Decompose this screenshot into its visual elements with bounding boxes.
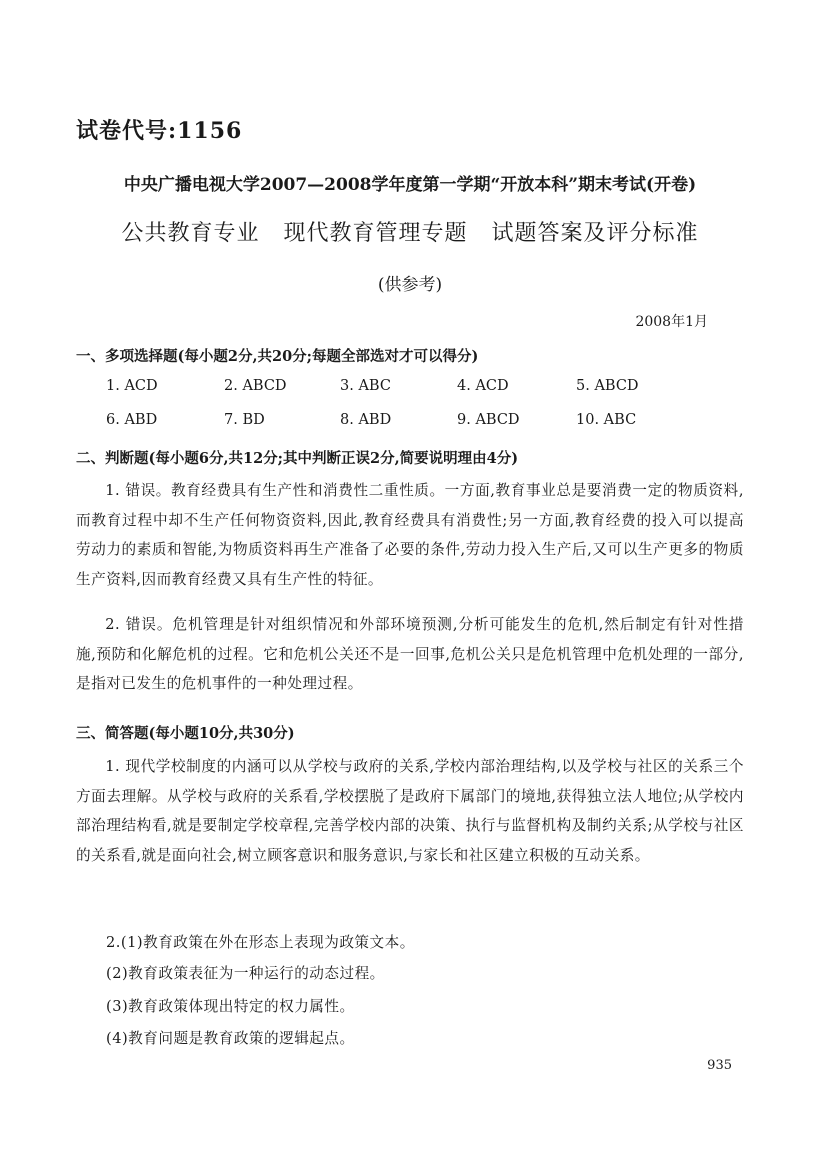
subject-title: 公共教育专业 现代教育管理专题 试题答案及评分标准	[121, 221, 699, 246]
answer-item: 4. ACD	[457, 378, 509, 394]
section-3-item: (2)教育政策表征为一种运行的动态过程。	[106, 965, 385, 982]
answer-item: 2. ABCD	[224, 378, 287, 394]
answer-item: 1. ACD	[106, 378, 158, 394]
section-3-paragraph-1: 1. 现代学校制度的内涵可以从学校与政府的关系,学校内部治理结构,以及学校与社区的关系三个方面去理解。从学校与政府的关系看,学校摆脱了是政府下属部门的境地,获得独立法人地位;从学校内部治理结构看,就是要制定学校章程,完善学校内部的决策、执行与监督机构及制约关系;从学校与社区的关系看,就是面向社会,树立顾客意识和服务意识,与家长和社区建立积极的互动关系。	[76, 758, 744, 864]
answer-item: 7. BD	[224, 412, 265, 428]
answer-item: 9. ABCD	[457, 412, 520, 428]
answer-item: 3. ABC	[340, 378, 391, 394]
answer-item: 10. ABC	[576, 412, 637, 428]
answer-item: 5. ABCD	[576, 378, 639, 394]
section-3-heading: 三、简答题(每小题10分,共30分)	[76, 725, 295, 742]
section-3-item: 2.(1)教育政策在外在形态上表现为政策文本。	[106, 934, 415, 951]
answer-item: 8. ABD	[340, 412, 392, 428]
section-2-heading: 二、判断题(每小题6分,共12分;其中判断正误2分,简要说明理由4分)	[76, 450, 519, 467]
section-1-heading: 一、多项选择题(每小题2分,共20分;每题全部选对才可以得分)	[76, 348, 479, 365]
exam-title: 中央广播电视大学2007—2008学年度第一学期“开放本科”期末考试(开卷)	[123, 175, 697, 195]
section-2-paragraph-1: 1. 错误。教育经费具有生产性和消费性二重性质。一方面,教育事业总是要消费一定的物质资料,而教育过程中却不生产任何物资资料,因此,教育经费具有消费性;另一方面,教育经费的投入可以提高劳动力的素质和智能,为物质资料再生产准备了必要的条件,劳动力投入生产后,又可以生产更多的物质生产资料,因而教育经费又具有生产性的特征。	[76, 482, 744, 588]
exam-date: 2008年1月	[635, 314, 708, 330]
section-3-item: (3)教育政策体现出特定的权力属性。	[106, 998, 355, 1015]
section-2-paragraph-2: 2. 错误。危机管理是针对组织情况和外部环境预测,分析可能发生的危机,然后制定有针对性措施,预防和化解危机的过程。它和危机公关还不是一回事,危机公关只是危机管理中危机处理的一部分,是指对已发生的危机事件的一种处理过程。	[76, 616, 744, 692]
exam-code: 试卷代号:1156	[76, 118, 243, 144]
reference-note: (供参考)	[377, 275, 443, 295]
page-number: 935	[707, 1058, 732, 1073]
answer-item: 6. ABD	[106, 412, 158, 428]
section-3-item: (4)教育问题是教育政策的逻辑起点。	[106, 1030, 355, 1047]
